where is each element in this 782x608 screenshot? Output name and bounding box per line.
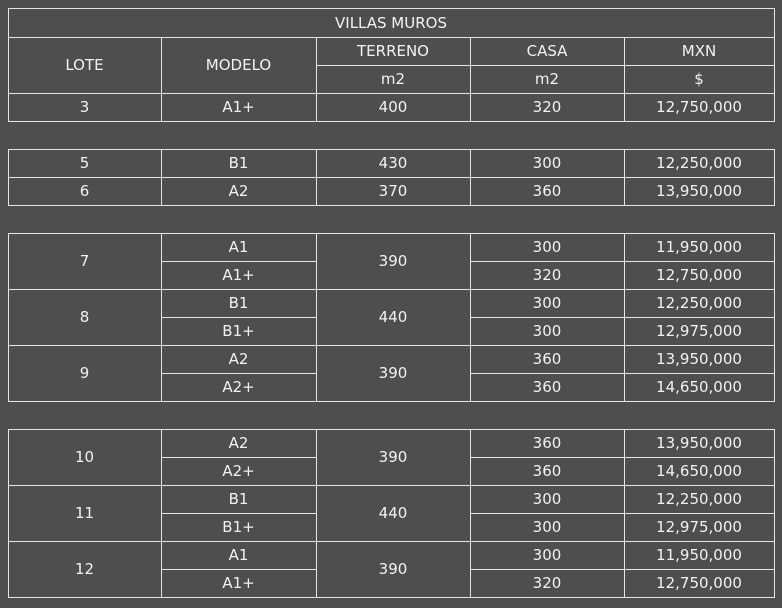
table-rule xyxy=(316,149,317,206)
modelo-cell: A2 xyxy=(228,434,249,452)
terreno-cell: 390 xyxy=(378,364,408,382)
mxn-cell: 12,250,000 xyxy=(656,294,742,312)
table-rule xyxy=(161,233,162,402)
table-rule xyxy=(316,233,317,402)
lote-cell: 7 xyxy=(79,252,90,270)
table-rule xyxy=(624,233,625,402)
terreno-cell: 430 xyxy=(378,154,408,172)
modelo-cell: B1 xyxy=(228,490,249,508)
table-rule xyxy=(470,149,471,206)
mxn-cell: 11,950,000 xyxy=(656,238,742,256)
table-rule xyxy=(774,233,775,402)
casa-cell: 360 xyxy=(532,462,562,480)
casa-cell: 300 xyxy=(532,518,562,536)
mxn-cell: 14,650,000 xyxy=(656,462,742,480)
table-rule xyxy=(161,37,162,94)
modelo-cell: A2 xyxy=(228,350,249,368)
table-rule xyxy=(470,93,471,122)
modelo-cell: A1+ xyxy=(222,266,255,284)
casa-cell: 300 xyxy=(532,490,562,508)
table-rule xyxy=(8,37,775,38)
modelo-cell: B1+ xyxy=(222,322,255,340)
terreno-cell: 370 xyxy=(378,182,408,200)
modelo-cell: A1+ xyxy=(222,574,255,592)
modelo-cell: B1+ xyxy=(222,518,255,536)
mxn-cell: 14,650,000 xyxy=(656,378,742,396)
table-rule xyxy=(624,429,625,598)
mxn-cell: 12,750,000 xyxy=(656,98,742,116)
lote-cell: 9 xyxy=(79,364,90,382)
modelo-cell: B1 xyxy=(228,154,249,172)
casa-cell: 360 xyxy=(532,182,562,200)
table-rule xyxy=(774,93,775,122)
casa-cell: 360 xyxy=(532,350,562,368)
terreno-cell: 440 xyxy=(378,308,408,326)
mxn-cell: 12,975,000 xyxy=(656,322,742,340)
header-casa-unit: m2 xyxy=(534,70,560,88)
modelo-cell: A1+ xyxy=(222,98,255,116)
table-rule xyxy=(316,37,317,94)
modelo-cell: A2 xyxy=(228,182,249,200)
header-modelo: MODELO xyxy=(205,56,272,74)
casa-cell: 360 xyxy=(532,378,562,396)
header-mxn: MXN xyxy=(681,42,717,60)
table-rule xyxy=(8,205,775,206)
table-rule xyxy=(8,429,9,598)
casa-cell: 300 xyxy=(532,154,562,172)
header-casa: CASA xyxy=(526,42,568,60)
casa-cell: 320 xyxy=(532,266,562,284)
mxn-cell: 12,250,000 xyxy=(656,490,742,508)
casa-cell: 300 xyxy=(532,294,562,312)
header-terreno: TERRENO xyxy=(357,42,429,60)
lote-cell: 6 xyxy=(79,182,90,200)
mxn-cell: 12,250,000 xyxy=(656,154,742,172)
casa-cell: 360 xyxy=(532,434,562,452)
table-rule xyxy=(774,429,775,598)
lote-cell: 10 xyxy=(74,448,95,466)
modelo-cell: A2+ xyxy=(222,462,255,480)
table-rule xyxy=(161,93,162,122)
casa-cell: 300 xyxy=(532,322,562,340)
mxn-cell: 13,950,000 xyxy=(656,182,742,200)
mxn-cell: 12,750,000 xyxy=(656,574,742,592)
table-rule xyxy=(8,401,775,402)
modelo-cell: A1 xyxy=(228,546,249,564)
terreno-cell: 390 xyxy=(378,560,408,578)
table-rule xyxy=(161,429,162,598)
table-rule xyxy=(8,121,775,122)
modelo-cell: A2+ xyxy=(222,378,255,396)
table-rule xyxy=(8,233,9,402)
terreno-cell: 390 xyxy=(378,448,408,466)
table-rule xyxy=(316,65,775,66)
table-rule xyxy=(8,149,9,206)
lote-cell: 11 xyxy=(74,504,95,522)
header-terreno-unit: m2 xyxy=(380,70,406,88)
terreno-cell: 440 xyxy=(378,504,408,522)
table-rule xyxy=(470,233,471,402)
lote-cell: 3 xyxy=(79,98,90,116)
table-rule xyxy=(624,93,625,122)
table-rule xyxy=(8,8,9,94)
table-rule xyxy=(470,429,471,598)
table-rule xyxy=(8,93,9,122)
terreno-cell: 400 xyxy=(378,98,408,116)
table-rule xyxy=(470,37,471,94)
table-rule xyxy=(624,37,625,94)
casa-cell: 300 xyxy=(532,238,562,256)
mxn-cell: 12,750,000 xyxy=(656,266,742,284)
mxn-cell: 11,950,000 xyxy=(656,546,742,564)
modelo-cell: A1 xyxy=(228,238,249,256)
mxn-cell: 13,950,000 xyxy=(656,434,742,452)
table-rule xyxy=(624,149,625,206)
table-rule xyxy=(316,93,317,122)
header-mxn-unit: $ xyxy=(694,70,704,88)
table-rule xyxy=(774,149,775,206)
table-rule xyxy=(8,597,775,598)
table-rule xyxy=(161,149,162,206)
casa-cell: 320 xyxy=(532,98,562,116)
lote-cell: 8 xyxy=(79,308,90,326)
lote-cell: 12 xyxy=(74,560,95,578)
table-rule xyxy=(774,8,775,94)
casa-cell: 300 xyxy=(532,546,562,564)
table-title: VILLAS MUROS xyxy=(335,13,447,32)
terreno-cell: 390 xyxy=(378,252,408,270)
mxn-cell: 12,975,000 xyxy=(656,518,742,536)
lote-cell: 5 xyxy=(79,154,90,172)
casa-cell: 320 xyxy=(532,574,562,592)
header-lote: LOTE xyxy=(65,56,104,74)
mxn-cell: 13,950,000 xyxy=(656,350,742,368)
table-rule xyxy=(316,429,317,598)
table-rule xyxy=(8,8,775,9)
modelo-cell: B1 xyxy=(228,294,249,312)
